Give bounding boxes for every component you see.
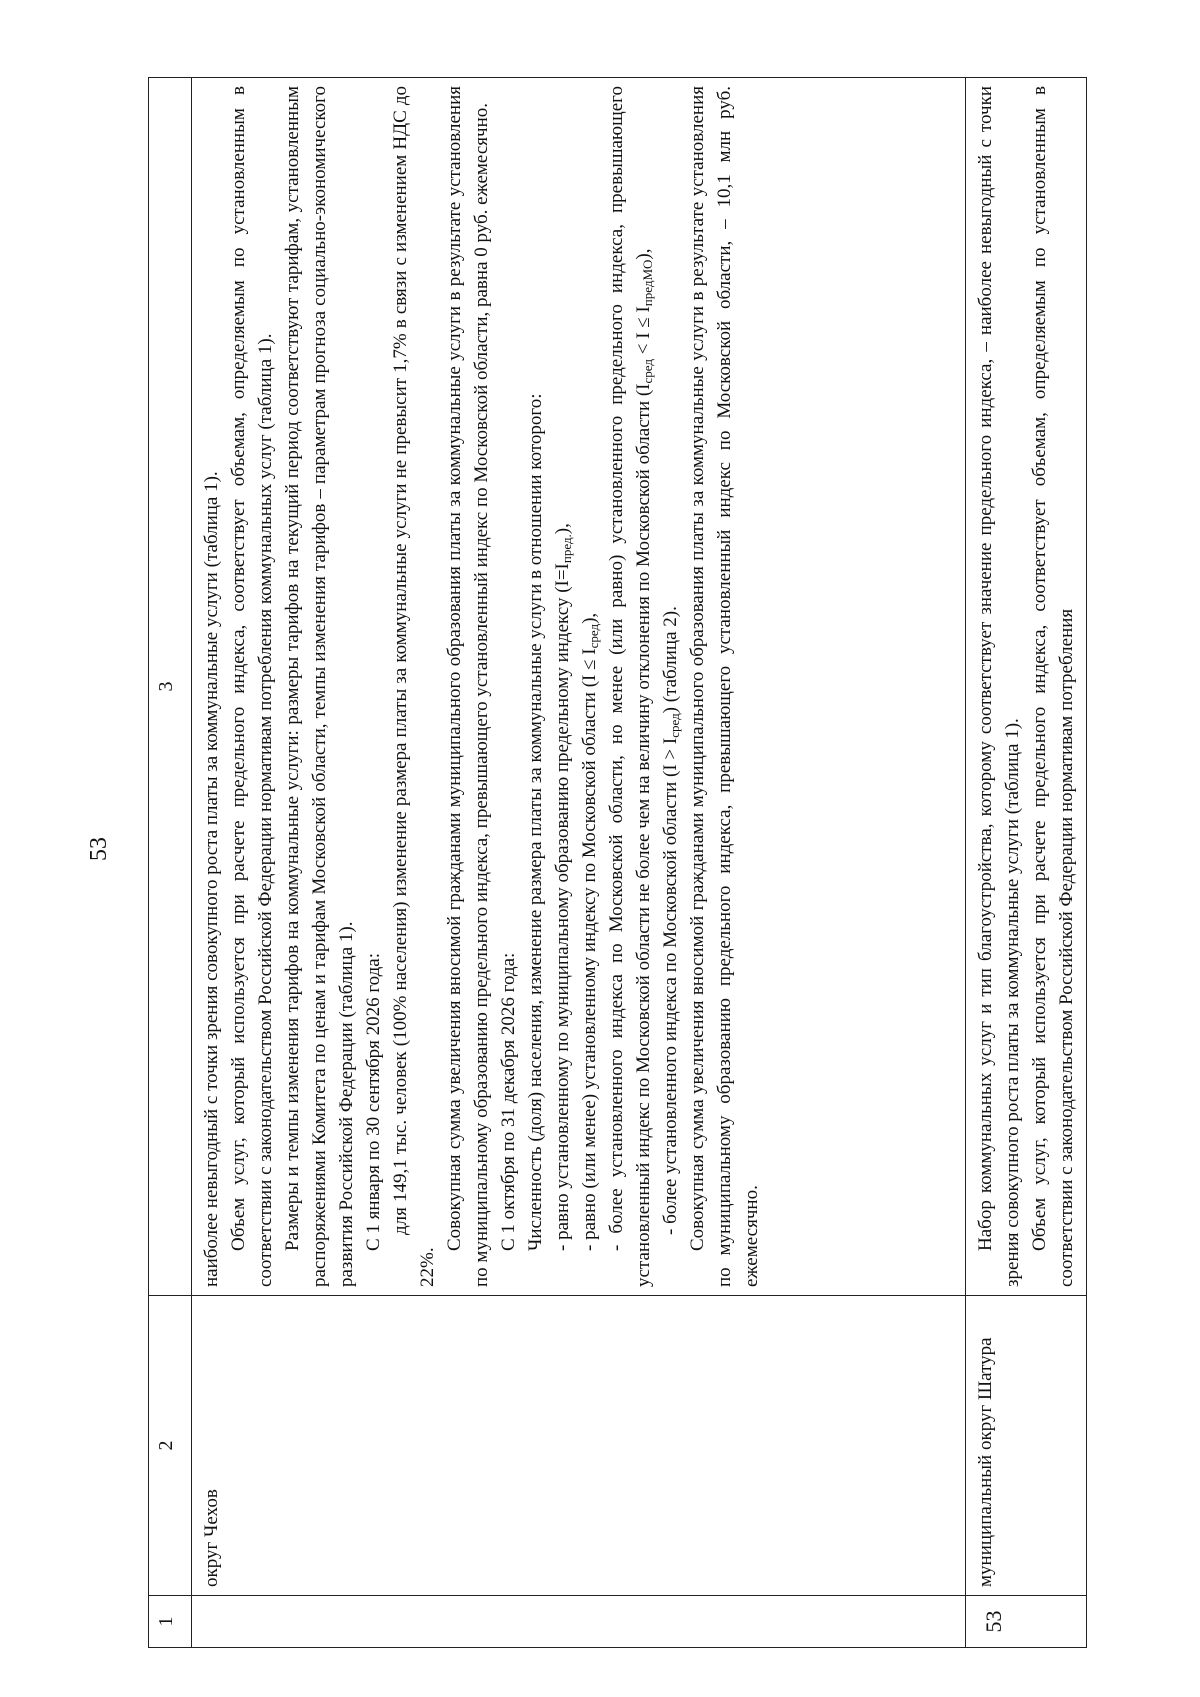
municipality-name-cell: округ Чехов [192, 1296, 966, 1596]
table-row [966, 78, 1087, 1648]
paragraph: Совокупная сумма увеличения вносимой гражданами муниципального образования платы за коммунальные услуги в результате установления по муниципальному образованию предельного индекса, превышающего установленный индекс по Московской области, равна 0 руб. ежемесячно. [444, 86, 492, 1287]
paragraph: Совокупная сумма увеличения вносимой гражданами муниципального образования платы за коммунальные услуги в результате установления по муниципальному образованию предельного индекса, превышающего установленный индекс по Московской области, – 10,1 млн руб. ежемесячно. [687, 86, 762, 1287]
subscript: пред. [559, 534, 574, 564]
rotated-page-content [148, 78, 1158, 1648]
table-container [148, 78, 1158, 1648]
paragraph: Размеры и темпы изменения тарифов на коммунальные услуги: размеры тарифов на текущий период соответствуют тарифам, установленным распоряжениями Комитета по ценам и тарифам Московской области, темпы изменения тарифов – параметрам прогноза социально-экономического развития Российской Федерации (таблица 1). [282, 86, 357, 1287]
header-col-1: 1 [149, 1596, 192, 1648]
page-number: 53 [86, 837, 112, 861]
paragraph: Объем услуг, который используется при расчете предельного индекса, соответствует объемам, определяемым по установленным в соответствии с законодательством Российской Федерации нормативам потребления [1029, 86, 1077, 1287]
paragraph: Набор коммунальных услуг и тип благоустройства, которому соответствует значение предельного индекса, – наиболее невыгодный с точки зрения совокупного роста платы за коммунальные услуги (таблица 1). [975, 86, 1023, 1287]
text-run: - равно (или менее) установленному индексу по Московской области (I ≤ I [579, 648, 600, 1251]
paragraph: С 1 января по 30 сентября 2026 года: [363, 952, 384, 1251]
municipality-name-cell: муниципальный округ Шатура [966, 1296, 1087, 1596]
row-number: 53 [981, 1610, 1006, 1633]
paragraph: С 1 октября по 31 декабря 2026 года: [498, 952, 519, 1251]
row-number-cell [966, 1596, 1087, 1648]
header-col-3: 3 [149, 78, 192, 1296]
description-cell [966, 78, 1087, 1296]
subscript: сред [586, 623, 601, 649]
text-run: ) (таблица 2). [660, 606, 681, 714]
text-run: ), [552, 523, 573, 535]
paragraph [549, 86, 576, 1287]
text-run: - более установленного индекса по Московской области, но менее (или равно) установленного предельного индекса, превышающего установленный индекс по Московской области не более чем на величину отклонения по Московской области (I [606, 86, 654, 1287]
paragraph [603, 86, 657, 1287]
subscript: сред [640, 359, 655, 384]
paragraph: Численность (доля) населения, изменение размера платы за коммунальные услуги в отношении которого: [525, 393, 546, 1251]
paragraph: для 149,1 тыс. человек (100% населения) изменение размера платы за коммунальные услуги не превысит 1,7% в связи с изменением НДС до 22%. [390, 86, 438, 1287]
header-col-2: 2 [149, 1296, 192, 1596]
text-run: - более установленного индекса по Московской области (I > I [660, 737, 681, 1235]
table-row [192, 78, 966, 1648]
paragraph: Объем услуг, который используется при расчете предельного индекса, соответствует объемам, определяемым по установленным в соответствии с законодательством Российской Федерации нормативам потребления коммунальных услуг (таблица 1). [228, 86, 276, 1287]
text-run: - равно установленному по муниципальному образованию предельному индексу (I=I [552, 563, 573, 1251]
subscript: предМО [640, 259, 655, 307]
table-header-row [149, 78, 192, 1648]
paragraph [576, 86, 603, 1287]
row-number-cell [192, 1596, 966, 1648]
description-cell [192, 78, 966, 1296]
text-run: ), [579, 612, 600, 624]
text-run: ), [633, 248, 654, 260]
text-run: < I ≤ I [633, 306, 654, 359]
document-table [148, 77, 1087, 1648]
subscript: сред [667, 713, 682, 738]
paragraph: наиболее невыгодный с точки зрения совокупного роста платы за коммунальные услуги (таблица 1). [201, 471, 222, 1287]
paragraph [657, 86, 684, 1287]
